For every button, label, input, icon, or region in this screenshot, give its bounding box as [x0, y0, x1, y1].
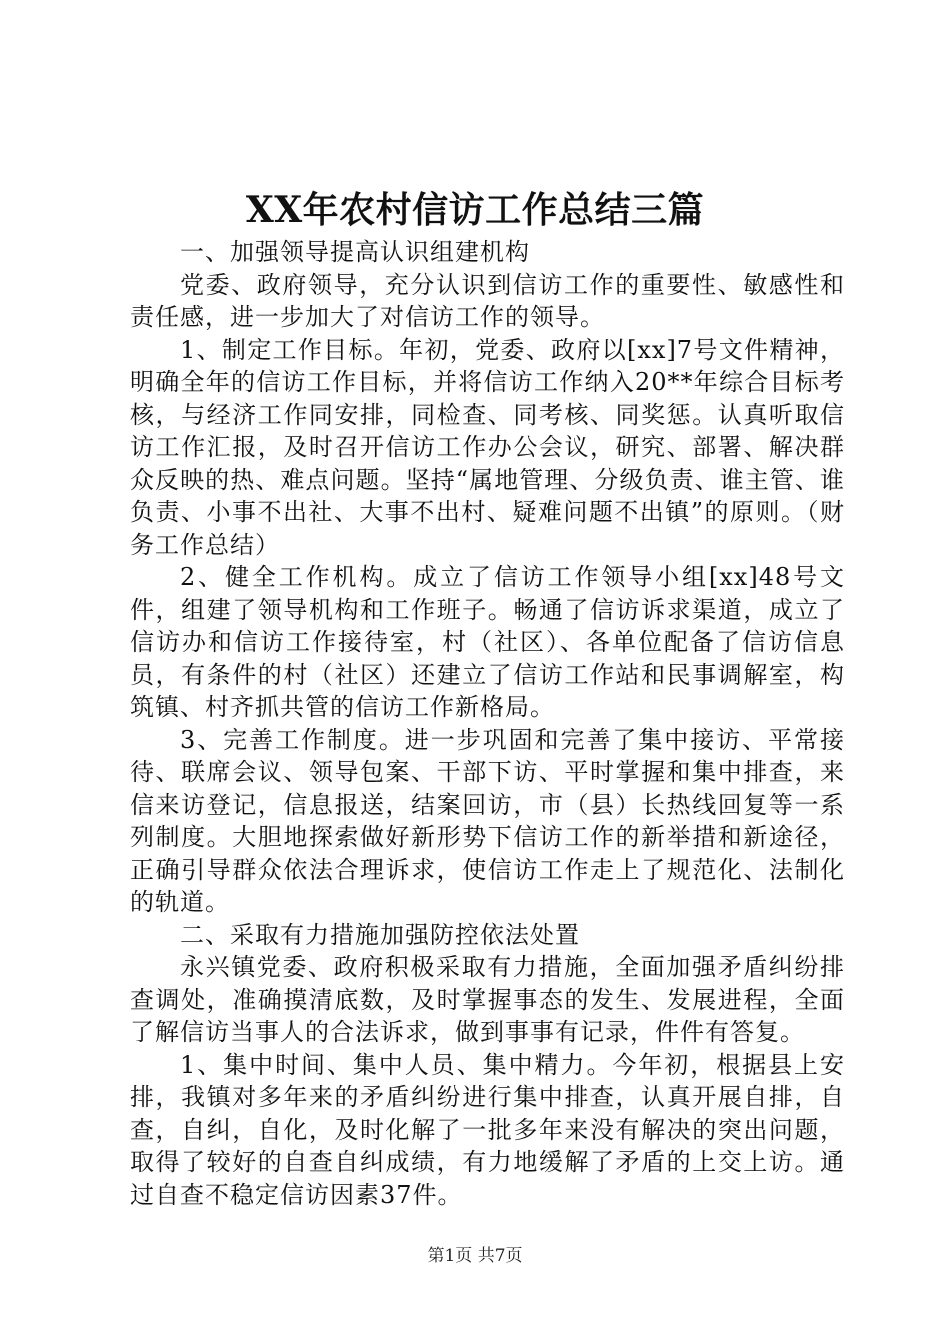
document-body	[130, 236, 845, 1211]
paragraph: 党委、政府领导，充分认识到信访工作的重要性、敏感性和责任感，进一步加大了对信访工作的领导。	[130, 270, 845, 331]
paragraph: 3、完善工作制度。进一步巩固和完善了集中接访、平常接待、联席会议、领导包案、干部下访、平时掌握和集中排查，来信来访登记，信息报送，结案回访，市（县）长热线回复等一系列制度。大胆地探索做好新形势下信访工作的新举措和新途径，正确引导群众依法合理诉求，使信访工作走上了规范化、法制化的轨道。	[130, 725, 845, 916]
page-footer: 第1页 共7页	[427, 1246, 523, 1266]
section-heading-2: 二、采取有力措施加强防控依法处置	[180, 920, 580, 949]
paragraph: 1、制定工作目标。年初，党委、政府以[xx]7号文件精神，明确全年的信访工作目标，并将信访工作纳入20**年综合目标考核，与经济工作同安排，同检查、同考核、同奖惩。认真听取信访工作汇报，及时召开信访工作办公会议，研究、部署、解决群众反映的热、难点问题。坚持“属地管理、分级负责、谁主管、谁负责、小事不出社、大事不出村、疑难问题不出镇”的原则。（财务工作总结）	[130, 335, 845, 559]
paragraph: 1、集中时间、集中人员、集中精力。今年初，根据县上安排，我镇对多年来的矛盾纠纷进行集中排查，认真开展自排，自查，自纠，自化，及时化解了一批多年来没有解决的突出问题，取得了较好的自查自纠成绩，有力地缓解了矛盾的上交上访。通过自查不稳定信访因素37件。	[130, 1050, 845, 1209]
paragraph: 2、健全工作机构。成立了信访工作领导小组[xx]48号文件，组建了领导机构和工作班子。畅通了信访诉求渠道，成立了信访办和信访工作接待室，村（社区）、各单位配备了信访信息员，有条件的村（社区）还建立了信访工作站和民事调解室，构筑镇、村齐抓共管的信访工作新格局。	[130, 563, 845, 721]
section-heading-1: 一、加强领导提高认识组建机构	[180, 238, 530, 266]
paragraph: 永兴镇党委、政府积极采取有力措施，全面加强矛盾纠纷排查调处，准确摸清底数，及时掌握事态的发生、发展进程，全面了解信访当事人的合法诉求，做到事事有记录，件件有答复。	[130, 953, 845, 1046]
document-title: XX年农村信访工作总结三篇	[245, 189, 705, 231]
